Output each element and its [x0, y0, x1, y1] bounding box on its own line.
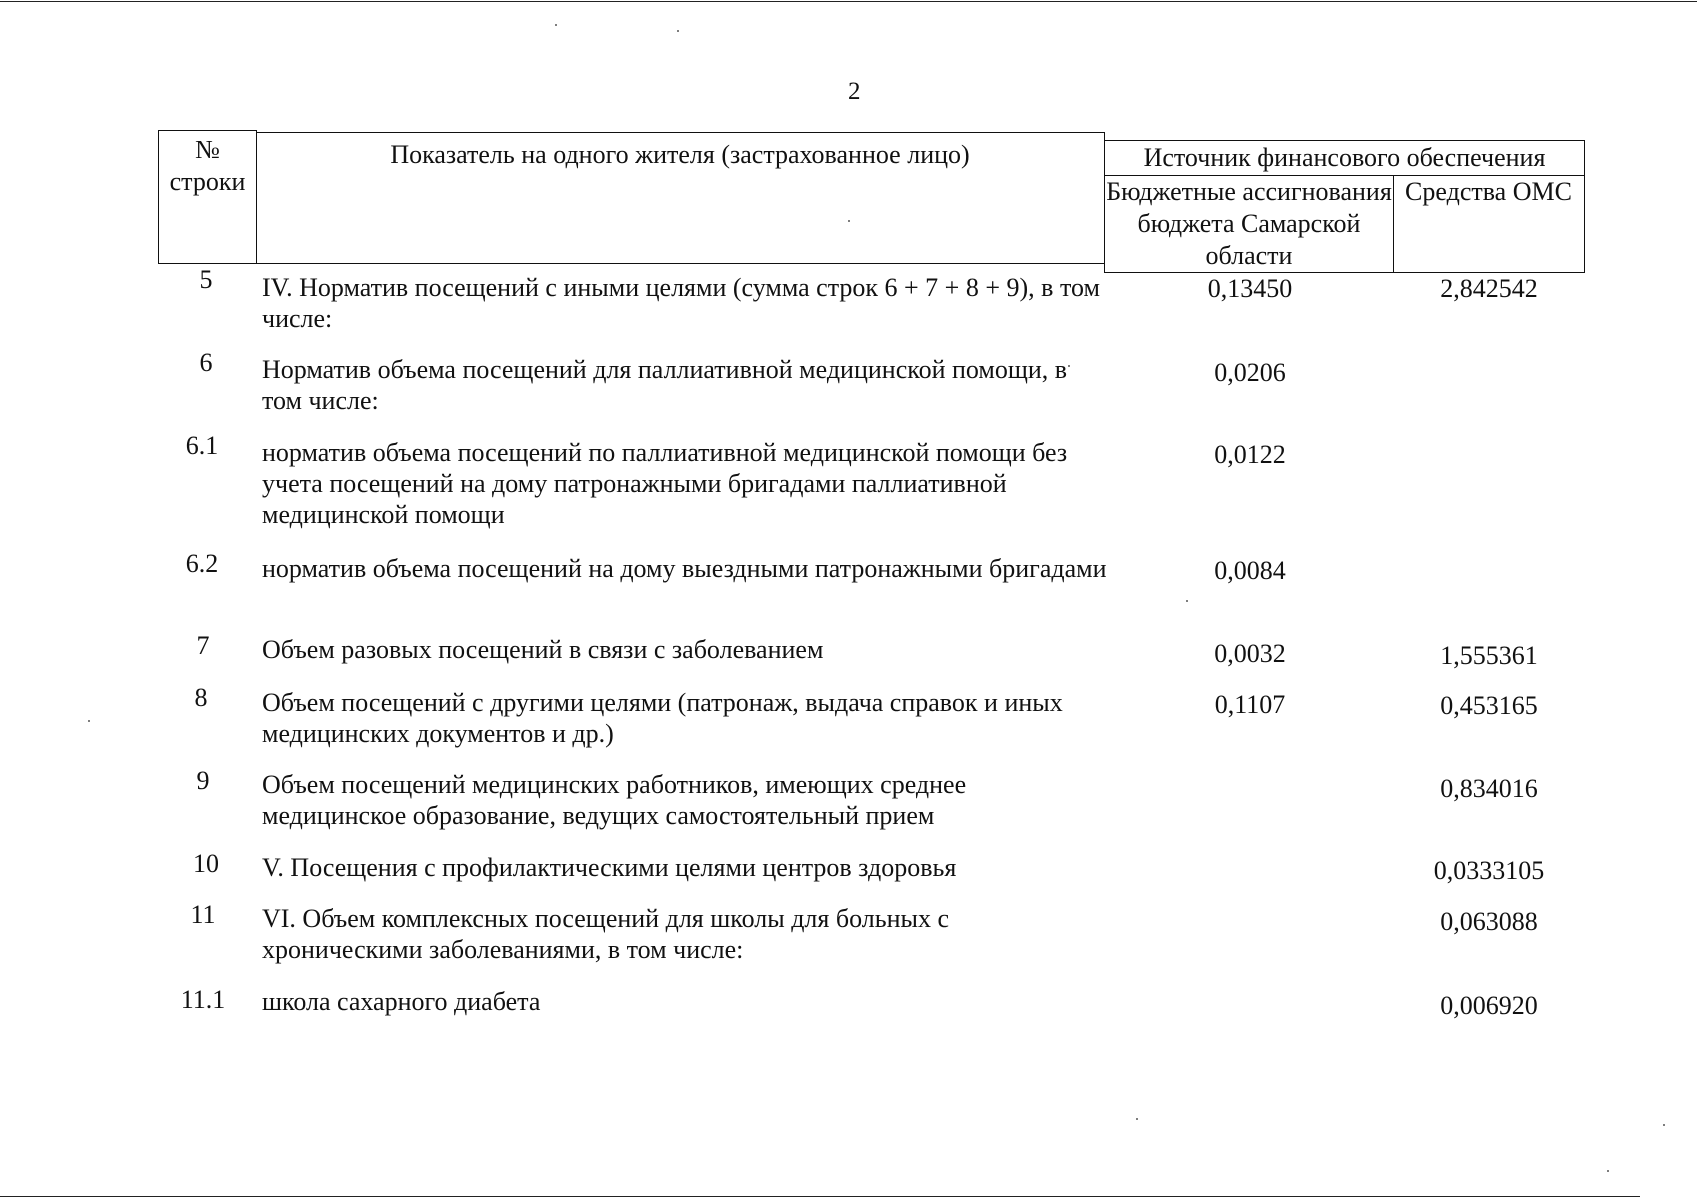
row-budget-value: 0,0206	[1214, 358, 1286, 387]
row-budget-value: 0,13450	[1207, 274, 1293, 303]
row-oms-value: 2,842542	[1440, 274, 1538, 303]
header-budget-column: Бюджетные ассигнования бюджета Самарской области	[1104, 175, 1394, 273]
scan-speck	[1136, 1118, 1138, 1120]
scan-speck	[677, 30, 679, 32]
scan-speck	[1663, 1124, 1665, 1126]
row-indicator: школа сахарного диабета	[262, 987, 541, 1016]
scan-speck	[848, 220, 850, 222]
row-number: 10	[193, 849, 219, 878]
row-number: 8	[194, 683, 208, 712]
scan-speck	[555, 24, 557, 26]
scan-speck	[1068, 365, 1070, 367]
row-oms-value: 0,0333105	[1433, 856, 1545, 885]
page-number: 2	[848, 78, 861, 105]
row-indicator: Объем посещений медицинских работников, имеющих среднее медицинское образование, ведущих самостоятельный прием	[262, 770, 967, 830]
row-oms-value: 1,555361	[1440, 641, 1538, 670]
row-number: 6	[199, 348, 213, 377]
page-top-edge	[0, 1, 1697, 2]
page-bottom-edge	[0, 1196, 1640, 1197]
row-number: 6.1	[185, 431, 219, 460]
scan-speck	[88, 720, 90, 722]
row-oms-value: 0,453165	[1440, 691, 1538, 720]
row-number: 11	[190, 900, 216, 929]
row-budget-value: 0,1107	[1214, 690, 1286, 719]
header-oms-column: Средства ОМС	[1393, 175, 1585, 273]
row-indicator: норматив объема посещений на дому выездными патронажными бригадами	[262, 554, 1107, 583]
row-indicator: Объем посещений с другими целями (патронаж, выдача справок и иных медицинских документов и др.)	[262, 688, 1063, 748]
scan-speck	[1186, 600, 1188, 602]
row-indicator: Объем разовых посещений в связи с заболеванием	[262, 635, 824, 664]
row-number: 7	[196, 631, 210, 660]
header-funding-source: Источник финансового обеспечения	[1104, 140, 1585, 176]
row-indicator: Норматив объема посещений для паллиативной медицинской помощи, в том числе:	[262, 355, 1068, 415]
row-number: 6.2	[185, 549, 219, 578]
row-budget-value: 0,0084	[1214, 556, 1286, 585]
row-oms-value: 0,006920	[1440, 991, 1538, 1020]
header-indicator: Показатель на одного жителя (застрахованное лицо)	[256, 132, 1105, 264]
header-row-number: № строки	[158, 130, 257, 264]
row-indicator: VI. Объем комплексных посещений для школы для больных с хроническими заболеваниями, в том числе:	[262, 904, 949, 964]
row-indicator: IV. Норматив посещений с иными целями (сумма строк 6 + 7 + 8 + 9), в том числе:	[262, 273, 1100, 333]
row-number: 5	[199, 265, 213, 294]
row-indicator: норматив объема посещений по паллиативной медицинской помощи без учета посещений на дому патронажными бригадами паллиативной медицинской помощи	[262, 438, 1068, 529]
row-number: 9	[196, 766, 210, 795]
row-oms-value: 0,063088	[1440, 907, 1538, 936]
row-budget-value: 0,0032	[1214, 639, 1286, 668]
row-number: 11.1	[180, 985, 226, 1014]
row-oms-value: 0,834016	[1440, 774, 1538, 803]
row-indicator: V. Посещения с профилактическими целями центров здоровья	[262, 853, 957, 882]
row-budget-value: 0,0122	[1214, 440, 1286, 469]
scan-speck	[1607, 1170, 1609, 1172]
